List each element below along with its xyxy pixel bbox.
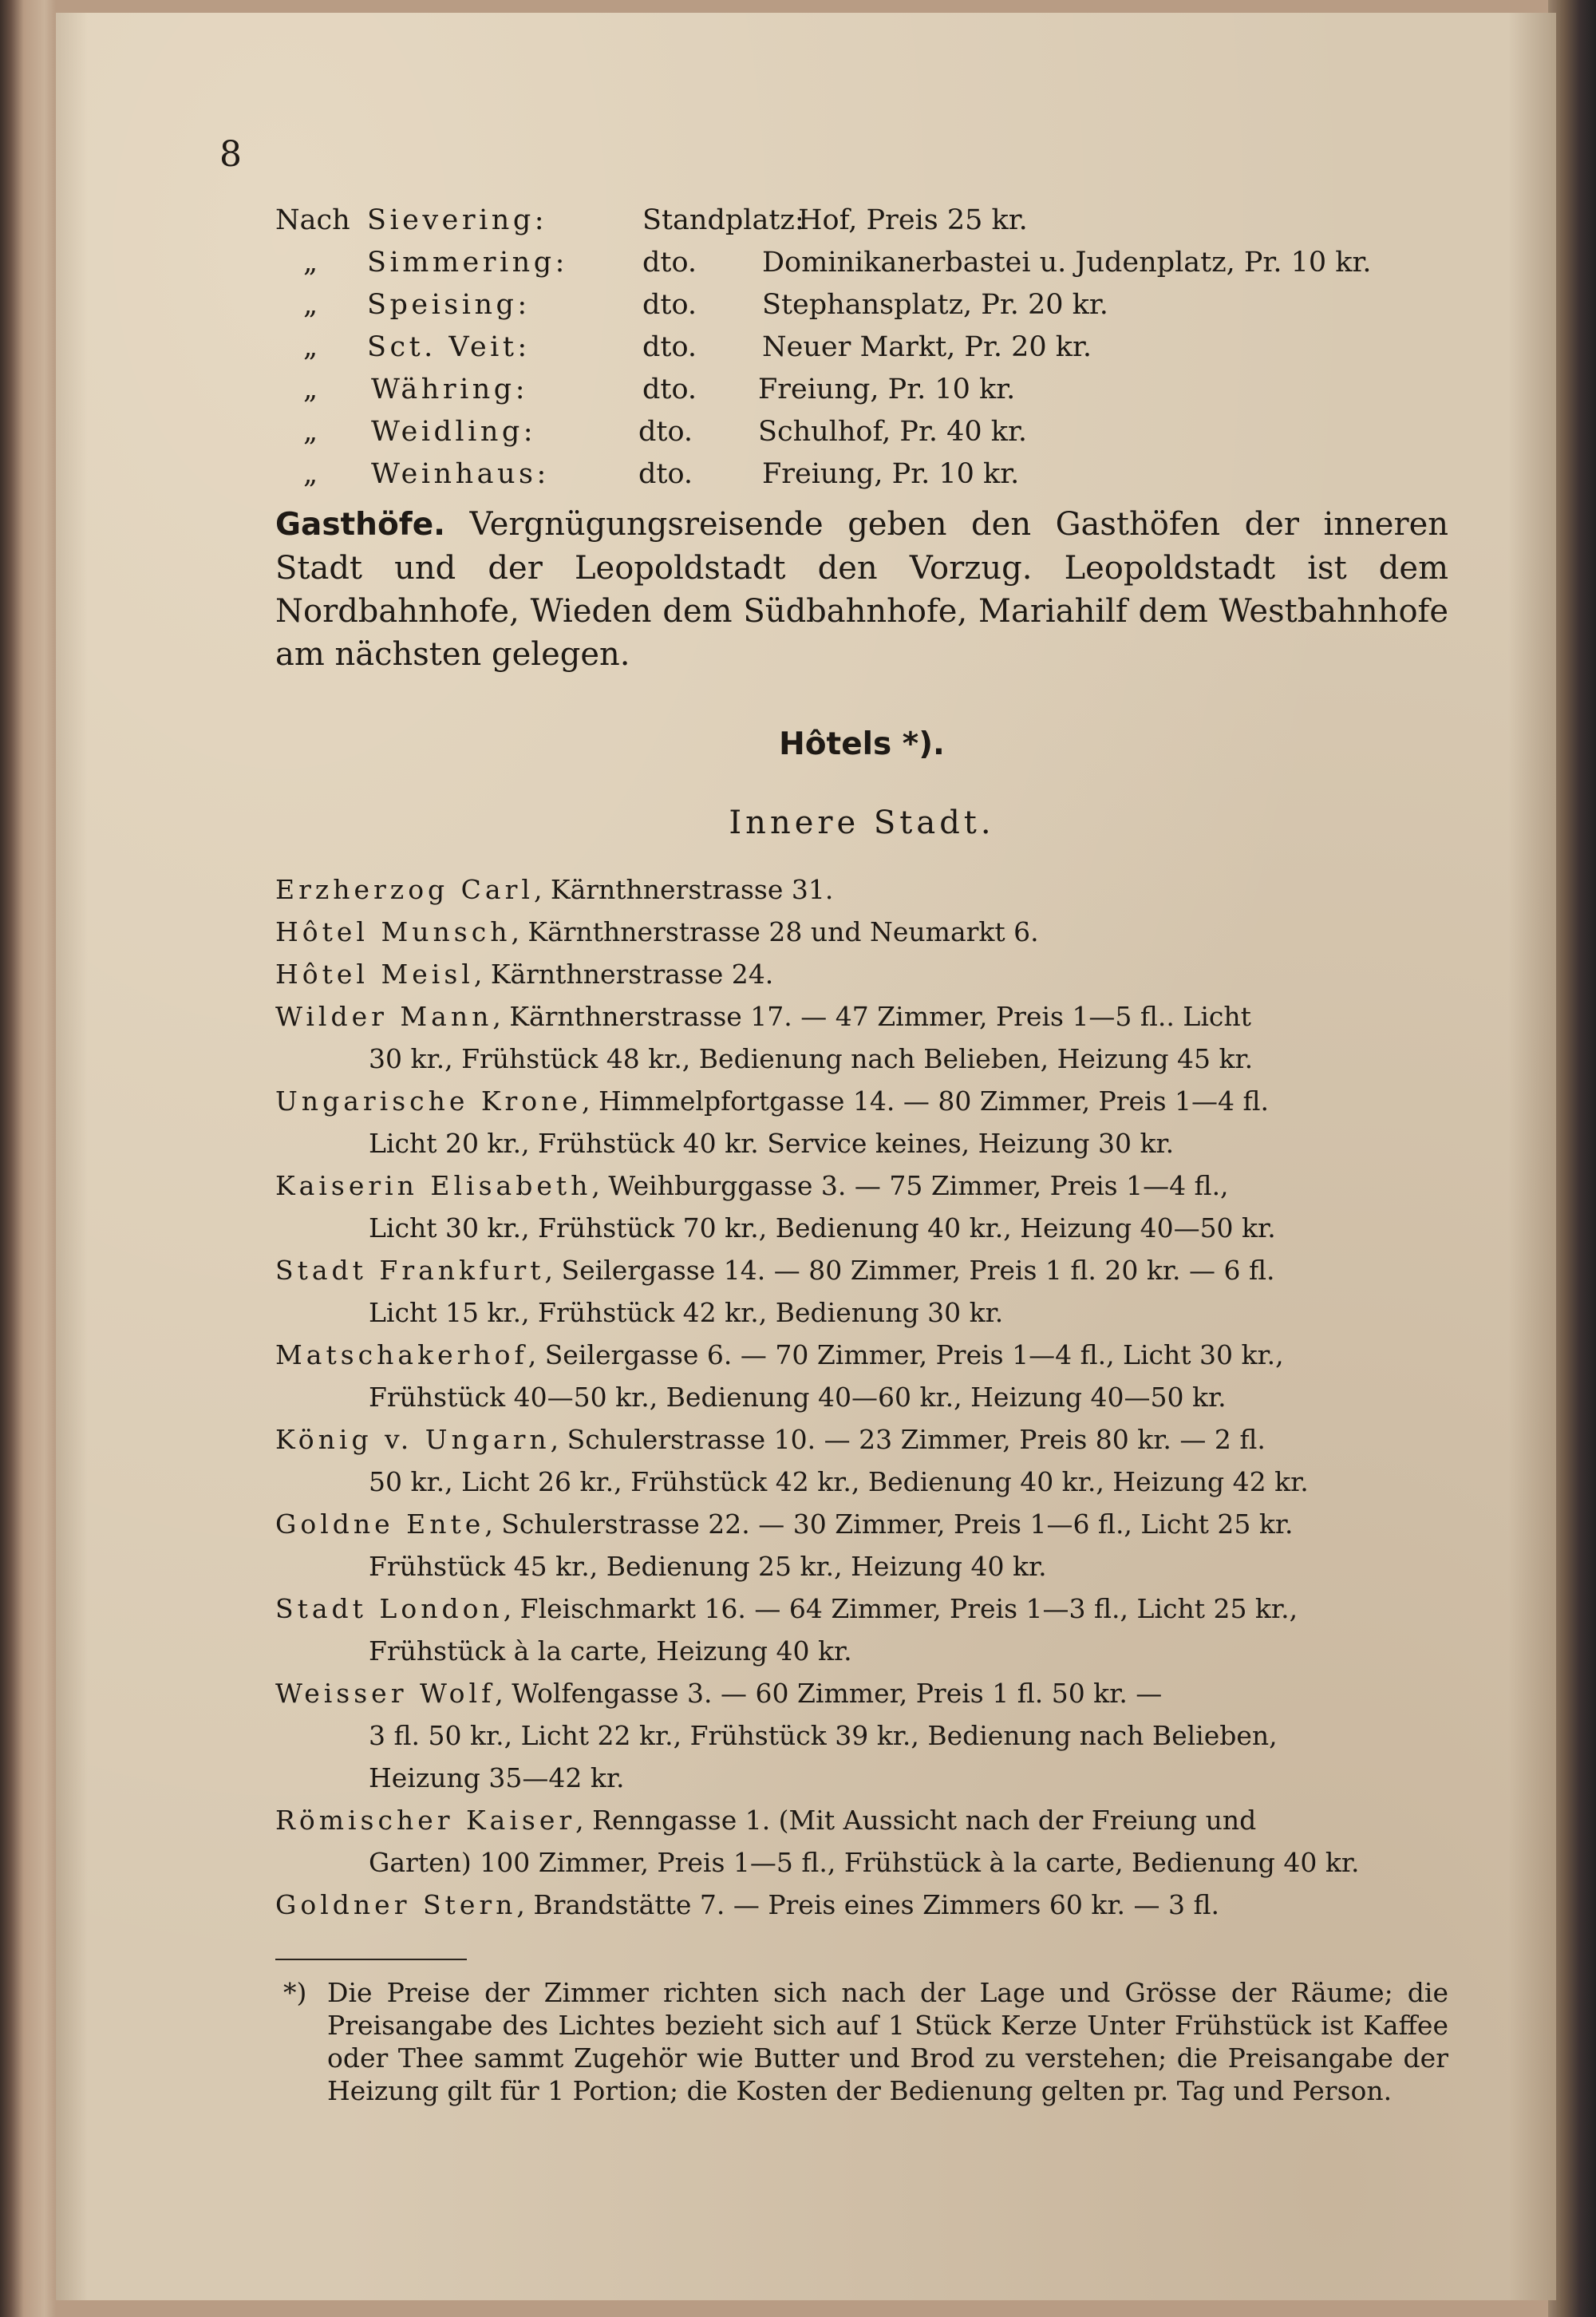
destination-prefix: „ bbox=[303, 331, 318, 363]
hotel-details: , Brandstätte 7. — Preis eines Zimmers 60 kr. — 3 fl. bbox=[516, 1889, 1219, 1920]
destination-place: Stephansplatz, Pr. 20 kr. bbox=[762, 289, 1108, 321]
destination-prefix: „ bbox=[303, 289, 318, 321]
hotel-entry bbox=[275, 1334, 1448, 1418]
hotel-details: , Renngasse 1. (Mit Aussicht nach der Freiung und bbox=[575, 1805, 1257, 1836]
destination-prefix: Nach bbox=[275, 204, 350, 236]
destination-name: Simmering: bbox=[367, 247, 568, 279]
destination-stand: dto. bbox=[642, 289, 697, 321]
hotel-details: , Kärnthnerstrasse 17. — 47 Zimmer, Preis 1—5 fl.. Licht bbox=[492, 1001, 1251, 1032]
page-number: 8 bbox=[219, 134, 242, 175]
hotel-name: Goldne Ente bbox=[275, 1508, 485, 1540]
hotel-entry bbox=[275, 1080, 1448, 1164]
destination-stand: dto. bbox=[642, 374, 697, 405]
hotel-name: Wilder Mann bbox=[275, 1001, 493, 1032]
hotels-heading: Hôtels *). bbox=[779, 726, 945, 762]
hotel-entry bbox=[275, 1418, 1448, 1503]
hotel-details: , Himmelpfortgasse 14. — 80 Zimmer, Preis 1—4 fl. bbox=[581, 1085, 1270, 1117]
destination-stand: dto. bbox=[638, 458, 693, 490]
destination-prefix: „ bbox=[303, 374, 318, 405]
hotel-name: Stadt Frankfurt bbox=[275, 1255, 545, 1286]
hotel-details-continued: Garten) 100 Zimmer, Preis 1—5 fl., Frühstück à la carte, Bedienung 40 kr. bbox=[369, 1847, 1360, 1878]
hotel-entry bbox=[275, 1799, 1448, 1884]
hotel-name: Matschakerhof bbox=[275, 1339, 528, 1370]
footnote-text: Die Preise der Zimmer richten sich nach der Lage und Grösse der Räume; die Preisangabe des Lichtes bezieht sich auf 1 Stück Kerze Unter Frühstück ist Kaffee oder Thee sammt Zugehör wie Butter und Brod zu verstehen; die Preisangabe der Heizung gilt für 1 Portion; die Kosten der Bedienung gelten pr. Tag und Person. bbox=[327, 1977, 1448, 2106]
destination-stand: dto. bbox=[638, 416, 693, 448]
destination-stand: dto. bbox=[642, 247, 697, 279]
hotel-entry bbox=[275, 911, 1448, 953]
destination-name: Sievering: bbox=[367, 204, 548, 236]
hotel-entry bbox=[275, 868, 1448, 911]
hotel-name: Ungarische Krone bbox=[275, 1085, 582, 1117]
hotel-name: Hôtel Meisl bbox=[275, 959, 474, 990]
destination-place: Freiung, Pr. 10 kr. bbox=[762, 458, 1020, 490]
hotel-name: Römischer Kaiser bbox=[275, 1805, 576, 1836]
hotel-name: Weisser Wolf bbox=[275, 1678, 496, 1709]
destination-place: Freiung, Pr. 10 kr. bbox=[758, 374, 1016, 405]
footnote-rule bbox=[275, 1959, 467, 1960]
hotel-name: Erzherzog Carl bbox=[275, 874, 534, 905]
hotel-details-continued: 30 kr., Frühstück 48 kr., Bedienung nach Belieben, Heizung 45 kr. bbox=[369, 1043, 1254, 1074]
hotel-details: , Kärnthnerstrasse 31. bbox=[533, 874, 834, 905]
hotel-details-continued: Licht 15 kr., Frühstück 42 kr., Bedienung 30 kr. bbox=[369, 1297, 1004, 1328]
destination-stand: dto. bbox=[642, 331, 697, 363]
hotel-name: Goldner Stern bbox=[275, 1889, 517, 1920]
destination-place: Dominikanerbastei u. Judenplatz, Pr. 10 kr. bbox=[762, 247, 1372, 279]
gasthoefe-text: Vergnügungsreisende geben den Gasthöfen der inneren Stadt und der Leopoldstadt den Vorzug. Leopoldstadt ist dem Nordbahnhofe, Wieden dem Südbahnhofe, Mariahilf dem Westbahnhofe am nächsten gelegen. bbox=[275, 506, 1449, 673]
hotel-details-continued: 3 fl. 50 kr., Licht 22 kr., Frühstück 39 kr., Bedienung nach Belieben, bbox=[369, 1720, 1278, 1751]
hotel-details: , Fleischmarkt 16. — 64 Zimmer, Preis 1—3 fl., Licht 25 kr., bbox=[503, 1593, 1298, 1624]
destination-prefix: „ bbox=[303, 416, 318, 448]
hotel-name: Kaiserin Elisabeth bbox=[275, 1170, 592, 1201]
destination-name: Sct. Veit: bbox=[367, 331, 531, 363]
hotel-entry bbox=[275, 1588, 1448, 1672]
gasthoefe-paragraph bbox=[275, 503, 1448, 676]
hotel-details: , Schulerstrasse 22. — 30 Zimmer, Preis 1—6 fl., Licht 25 kr. bbox=[484, 1508, 1294, 1540]
hotel-details-continued: Frühstück 40—50 kr., Bedienung 40—60 kr., Heizung 40—50 kr. bbox=[369, 1382, 1227, 1413]
hotel-details-continued: Licht 30 kr., Frühstück 70 kr., Bedienung 40 kr., Heizung 40—50 kr. bbox=[369, 1212, 1276, 1244]
footnote-mark: *) bbox=[283, 1977, 307, 2008]
hotel-details: , Kärnthnerstrasse 28 und Neumarkt 6. bbox=[511, 916, 1039, 947]
district-heading: Innere Stadt. bbox=[729, 805, 995, 841]
hotel-entry bbox=[275, 1503, 1448, 1588]
destination-name: Speising: bbox=[367, 289, 531, 321]
hotel-details-continued: 50 kr., Licht 26 kr., Frühstück 42 kr., Bedienung 40 kr., Heizung 42 kr. bbox=[369, 1466, 1309, 1497]
destination-name: Währing: bbox=[371, 374, 529, 405]
destination-place: Schulhof, Pr. 40 kr. bbox=[758, 416, 1027, 448]
destination-place: Neuer Markt, Pr. 20 kr. bbox=[762, 331, 1092, 363]
hotel-entry bbox=[275, 1884, 1448, 1926]
hotel-details: , Weihburggasse 3. — 75 Zimmer, Preis 1—4 fl., bbox=[591, 1170, 1229, 1201]
destination-place: Hof, Preis 25 kr. bbox=[798, 204, 1028, 236]
hotel-name: Hôtel Munsch bbox=[275, 916, 512, 947]
destination-prefix: „ bbox=[303, 247, 318, 279]
destination-prefix: „ bbox=[303, 458, 318, 490]
hotel-entry bbox=[275, 1672, 1448, 1799]
destination-name: Weinhaus: bbox=[371, 458, 550, 490]
hotel-name: König v. Ungarn bbox=[275, 1424, 551, 1455]
hotel-details: , Schulerstrasse 10. — 23 Zimmer, Preis 80 kr. — 2 fl. bbox=[550, 1424, 1266, 1455]
hotel-entry bbox=[275, 1164, 1448, 1249]
hotel-details-continued: Heizung 35—42 kr. bbox=[369, 1762, 625, 1793]
hotel-details: , Seilergasse 14. — 80 Zimmer, Preis 1 fl. 20 kr. — 6 fl. bbox=[544, 1255, 1275, 1286]
hotel-details: , Seilergasse 6. — 70 Zimmer, Preis 1—4 fl., Licht 30 kr., bbox=[527, 1339, 1284, 1370]
gasthoefe-lead: Gasthöfe. bbox=[275, 507, 445, 543]
footnote bbox=[283, 1976, 1448, 2107]
destination-name: Weidling: bbox=[371, 416, 537, 448]
hotel-details: , Kärnthnerstrasse 24. bbox=[473, 959, 774, 990]
destination-stand: Standplatz: bbox=[642, 204, 804, 236]
hotel-details-continued: Frühstück 45 kr., Bedienung 25 kr., Heizung 40 kr. bbox=[369, 1551, 1047, 1582]
hotel-entry bbox=[275, 1249, 1448, 1334]
hotel-entry bbox=[275, 953, 1448, 995]
hotel-details: , Wolfengasse 3. — 60 Zimmer, Preis 1 fl. 50 kr. — bbox=[495, 1678, 1163, 1709]
hotel-name: Stadt London bbox=[275, 1593, 504, 1624]
hotel-details-continued: Frühstück à la carte, Heizung 40 kr. bbox=[369, 1635, 852, 1667]
hotel-details-continued: Licht 20 kr., Frühstück 40 kr. Service keines, Heizung 30 kr. bbox=[369, 1128, 1175, 1159]
hotel-entry bbox=[275, 995, 1448, 1080]
